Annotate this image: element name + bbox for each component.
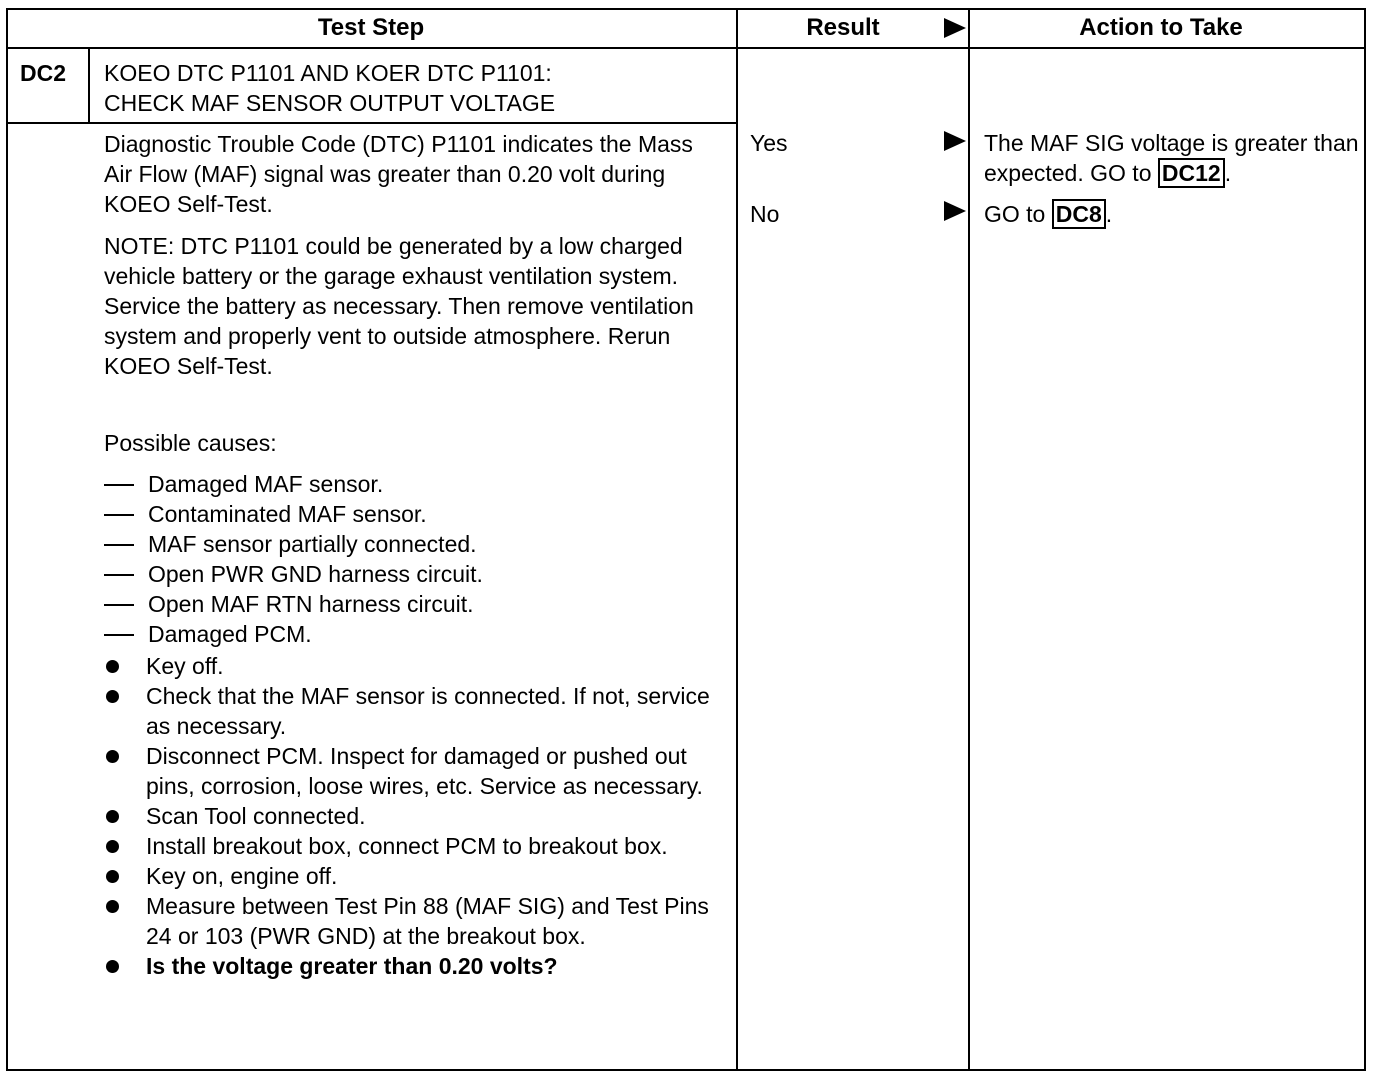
list-item: Key off. xyxy=(104,651,724,681)
link-dc12[interactable]: DC12 xyxy=(1158,158,1225,188)
causes-list xyxy=(104,469,724,649)
bullet-icon xyxy=(106,900,119,913)
bullet-icon xyxy=(106,870,119,883)
list-item: Scan Tool connected. xyxy=(104,801,724,831)
bullet-icon xyxy=(106,960,119,973)
link-dc8[interactable]: DC8 xyxy=(1052,199,1106,229)
dash-icon xyxy=(104,574,134,576)
action-yes-period: . xyxy=(1224,160,1232,186)
title-divider xyxy=(6,122,737,124)
dash-icon xyxy=(104,604,134,606)
list-item: MAF sensor partially connected. xyxy=(104,529,724,559)
bullet-icon xyxy=(106,810,119,823)
result-yes: Yes xyxy=(750,130,788,156)
procedure-list xyxy=(104,651,724,981)
list-item: Is the voltage greater than 0.20 volts? xyxy=(104,951,724,981)
yes-arrow-icon xyxy=(944,131,966,151)
dash-icon xyxy=(104,634,134,636)
list-item: Damaged MAF sensor. xyxy=(104,469,724,499)
bullet-icon xyxy=(106,660,119,673)
action-no xyxy=(984,199,1364,229)
list-item: Open MAF RTN harness circuit. xyxy=(104,589,724,619)
action-no-period: . xyxy=(1105,201,1113,227)
dash-icon xyxy=(104,484,134,486)
list-item: Damaged PCM. xyxy=(104,619,724,649)
divider-code-column xyxy=(88,48,90,124)
action-yes-text: The MAF SIG voltage is greater than expected. GO to xyxy=(984,130,1359,186)
step-note: NOTE: DTC P1101 could be generated by a low charged vehicle battery or the garage exhaust ventilation system. Service the battery as necessary. Then remove ventilation system and properly vent to outside atmosphere. Rerun KOEO Self-Test. xyxy=(104,233,694,379)
divider-action-column xyxy=(968,8,970,1071)
header-action: Action to Take xyxy=(1079,14,1243,41)
header-test-step: Test Step xyxy=(317,14,425,41)
bullet-icon xyxy=(106,750,119,763)
dash-icon xyxy=(104,544,134,546)
list-item: Install breakout box, connect PCM to breakout box. xyxy=(104,831,724,861)
header-divider xyxy=(6,47,1366,49)
list-item: Key on, engine off. xyxy=(104,861,724,891)
step-code: DC2 xyxy=(20,60,67,86)
header-result: Result xyxy=(806,14,880,41)
possible-causes-label: Possible causes: xyxy=(104,430,277,456)
step-title-line2: CHECK MAF SENSOR OUTPUT VOLTAGE xyxy=(104,90,556,116)
list-item: Contaminated MAF sensor. xyxy=(104,499,724,529)
header-arrow-icon xyxy=(944,18,966,38)
step-title-line1: KOEO DTC P1101 AND KOER DTC P1101: xyxy=(104,60,552,86)
action-no-text: GO to xyxy=(984,201,1046,227)
list-item: Disconnect PCM. Inspect for damaged or pushed out pins, corrosion, loose wires, etc. Service as necessary. xyxy=(104,741,724,801)
result-no: No xyxy=(750,201,780,227)
bullet-icon xyxy=(106,690,119,703)
divider-result-column xyxy=(736,8,738,1071)
no-arrow-icon xyxy=(944,201,966,221)
step-description: Diagnostic Trouble Code (DTC) P1101 indicates the Mass Air Flow (MAF) signal was greater than 0.20 volt during KOEO Self-Test. xyxy=(104,131,693,217)
step-title xyxy=(104,58,724,118)
bullet-icon xyxy=(106,840,119,853)
action-yes xyxy=(984,128,1364,188)
list-item: Measure between Test Pin 88 (MAF SIG) and Test Pins 24 or 103 (PWR GND) at the breakout box. xyxy=(104,891,724,951)
list-item: Open PWR GND harness circuit. xyxy=(104,559,724,589)
dash-icon xyxy=(104,514,134,516)
list-item: Check that the MAF sensor is connected. If not, service as necessary. xyxy=(104,681,724,741)
